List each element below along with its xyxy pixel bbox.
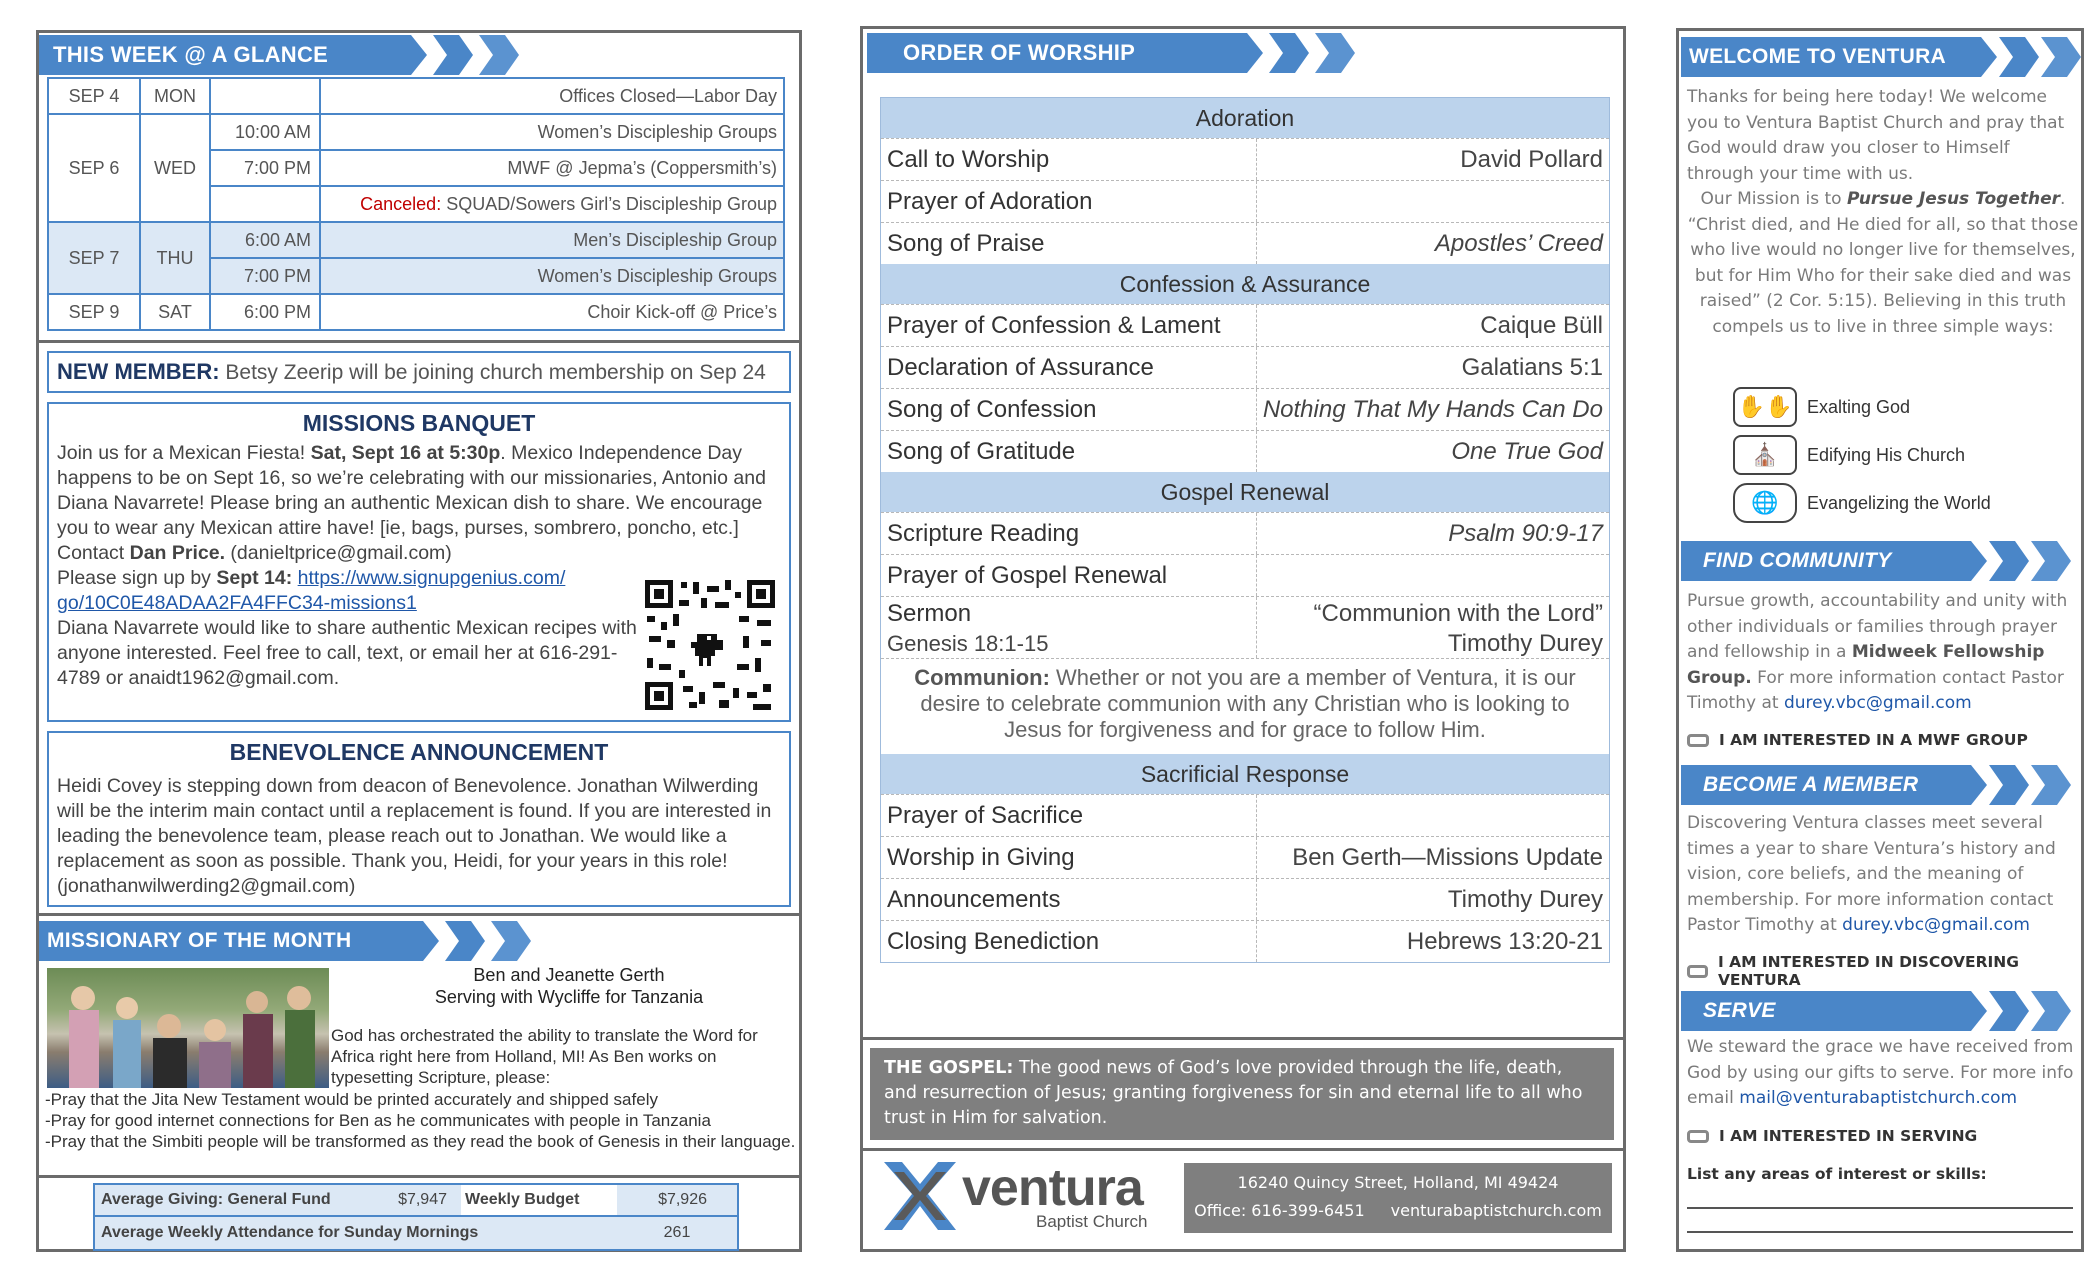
qr-code-icon [643,578,777,712]
benevolence-title: BENEVOLENCE ANNOUNCEMENT [229,739,609,765]
checkbox-icon [1687,965,1708,978]
worship-row: Prayer of Sacrifice [881,794,1609,836]
skills-line[interactable] [1687,1207,2073,1209]
skills-line[interactable] [1687,1231,2073,1233]
worship-row: Call to Worship David Pollard [881,138,1609,180]
divider [863,1037,1623,1040]
missions-banquet-box [47,402,791,722]
list-item: ⛪ Edifying His Church [1733,431,2063,479]
community-text: Pursue growth, accountability and unity with other individuals or families through prayer and fellowship in a Midweek Fellowship Group. For more information contact Pastor Timothy at durey.vbc@gmail.com [1687,591,2068,713]
office-phone: Office: 616-399-6451 [1194,1201,1365,1220]
table-row: SEP 7 THU 6:00 AM Men’s Discipleship Group [48,222,784,258]
divider [39,340,799,343]
divider [863,1148,1623,1151]
worship-row: Prayer of Confession & Lament Caique Büll [881,304,1609,346]
table-row: Average Weekly Attendance for Sunday Mornings 261 [101,1224,691,1241]
section-confession: Confession & Assurance [881,264,1609,304]
skills-label: List any areas of interest or skills: [1687,1165,1987,1183]
divider [39,1175,799,1178]
mwf-group-checkbox[interactable]: I AM INTERESTED IN A MWF GROUP [1687,731,2028,749]
missionary-name: Ben and Jeanette Gerth [473,965,665,985]
worship-row: Prayer of Gospel Renewal [881,554,1609,596]
section-gospel-renewal: Gospel Renewal [881,472,1609,512]
new-member-box [47,351,791,393]
signup-link[interactable]: https://www.signupgenius.com/ [297,567,566,589]
worship-row: Song of Confession Nothing That My Hands Can Do [881,388,1609,430]
serve-ribbon [1681,991,2071,1031]
table-row: Canceled: SQUAD/Sowers Girl’s Discipleship Group [48,186,784,222]
checkbox-icon [1687,1130,1709,1143]
signup-text: Please sign up by Sept 14: https://www.signupgenius.com/ go/10C0E48ADAA2FA4FFC34-missions1 [57,567,566,614]
order-of-worship [880,97,1610,963]
list-item: 🌐 Evangelizing the World [1733,479,2063,527]
welcome-text: Thanks for being here today! We welcome you to Ventura Baptist Church and pray that God would draw you closer to Himself through your time with us. [1687,87,2065,184]
missions-title: MISSIONS BANQUET [302,410,536,436]
logo-mark-icon [880,1158,960,1238]
benevolence-text: Heidi Covey is stepping down from deacon of Benevolence. Jonathan Wilwerding will be the interim main contact until a replacement is found. If you are interested in leading the benevolence team, please reach out to Jonathan. We would like a replacement as soon as possible. Thank you, Heidi, for your years in this role! (jonathanwilwerding2@gmail.com) [57,775,772,897]
gospel-box: THE GOSPEL: The good news of God’s love provided through the life, death, and resurrection of Jesus; granting forgiveness for sin and eternal life to all who trust in Him for salvation. [870,1048,1614,1140]
community-ribbon [1681,541,2071,581]
prayer-list [45,1089,801,1152]
divider [39,913,799,916]
right-panel [1676,28,2084,1252]
table-row: 7:00 PM Women’s Discipleship Groups [48,258,784,294]
welcome-ribbon [1681,37,2081,77]
worship-row: Prayer of Adoration [881,180,1609,222]
worship-ribbon [867,33,1355,73]
member-text: Discovering Ventura classes meet several times a year to share Ventura’s history and vision, core beliefs, and the meaning of membership. For more information contact Pastor Timothy at durey.vbc@gmail.com [1687,813,2056,935]
member-ribbon [1681,765,2071,805]
address: 16240 Quincy Street, Holland, MI 49424 [1237,1173,1559,1192]
table-row: Average Giving: General Fund $7,947 Weekly Budget $7,926 [95,1185,737,1217]
checkbox-icon [1687,734,1709,747]
missionary-intro: God has orchestrated the ability to translate the Word for Africa right here from Holland, MI! As Ben works on typesetting Scripture, please: [331,1026,758,1087]
glance-title: THIS WEEK @ A GLANCE [39,35,411,75]
serving-checkbox[interactable]: I AM INTERESTED IN SERVING [1687,1127,1977,1145]
new-member-label: NEW MEMBER: [57,359,220,384]
section-sacrificial-response: Sacrificial Response [881,754,1609,794]
serve-text: We steward the grace we have received from God by using our gifts to serve. For more info email mail@venturabaptistchurch.com [1687,1037,2074,1108]
table-row: SEP 9 SAT 6:00 PM Choir Kick-off @ Price’s [48,294,784,330]
member-title: BECOME A MEMBER [1681,765,1971,805]
list-item: -Pray that the Simbiti people will be transformed as they read the book of Genesis in their language. [45,1132,796,1151]
worship-row: Scripture Reading Psalm 90:9-17 [881,512,1609,554]
section-adoration: Adoration [881,98,1609,138]
list-item: ✋✋ Exalting God [1733,383,2063,431]
mission-text: Our Mission is to Pursue Jesus Together. “Christ died, and He died for all, so that those who live would no longer live for themselves, but for Him Who for their sake died and was raised” (2 Cor. 5:15). Believing in this truth compels us to live in three simple ways: [1687,189,2079,337]
globe-icon: 🌐 [1733,483,1797,523]
serve-email[interactable]: mail@venturabaptistchurch.com [1739,1088,2018,1108]
community-email[interactable]: durey.vbc@gmail.com [1783,693,1972,713]
website: venturabaptistchurch.com [1390,1201,1602,1220]
worship-row: Song of Praise Apostles’ Creed [881,222,1609,264]
missionary-ribbon [39,921,531,961]
worship-row: Closing Benediction Hebrews 13:20-21 [881,920,1609,962]
left-panel [36,30,802,1252]
glance-ribbon [39,35,519,75]
community-title: FIND COMMUNITY [1681,541,1971,581]
stats-table [93,1183,739,1251]
benevolence-box [47,731,791,907]
canceled-label: Canceled: [360,193,442,214]
praise-hands-icon: ✋✋ [1733,387,1797,427]
worship-row: Song of Gratitude One True God [881,430,1609,472]
ventura-logo [880,1158,1180,1238]
welcome-title: WELCOME TO VENTURA [1681,37,1981,77]
table-row: SEP 6 WED 10:00 AM Women’s Discipleship Groups [48,114,784,150]
missionary-family-photo [47,968,329,1088]
missionary-sub: Serving with Wycliffe for Tanzania [434,987,704,1007]
worship-row: Worship in Giving Ben Gerth—Missions Update [881,836,1609,878]
logo-sub: Baptist Church [1036,1212,1148,1231]
missionary-title: MISSIONARY OF THE MONTH [39,921,423,961]
logo-word: ventura [962,1159,1143,1217]
serve-title: SERVE [1681,991,1971,1031]
recipe-text: Diana Navarrete would like to share authentic Mexican recipes with anyone interested. Feel free to call, text, or email her at 616-291-4789 or anaidt1962@gmail.com. [57,617,637,689]
worship-row: Declaration of Assurance Galatians 5:1 [881,346,1609,388]
table-row: SEP 4 MON Offices Closed—Labor Day [48,78,784,114]
table-row: 7:00 PM MWF @ Jepma’s (Coppersmith’s) [48,150,784,186]
signup-link-2[interactable]: go/10C0E48ADAA2FA4FFC34-missions1 [57,592,417,614]
discovering-ventura-checkbox[interactable]: I AM INTERESTED IN DISCOVERING VENTURA [1687,953,2081,989]
ways-list [1733,383,2063,527]
member-email[interactable]: durey.vbc@gmail.com [1842,915,2030,935]
week-table [47,77,785,331]
church-icon: ⛪ [1733,435,1797,475]
new-member-text: Betsy Zeerip will be joining church membership on Sep 24 [225,361,766,384]
worship-row: Announcements Timothy Durey [881,878,1609,920]
sermon-row: Sermon Genesis 18:1-15 “Communion with the Lord” Timothy Durey [881,596,1609,658]
list-item: -Pray for good internet connections for Ben as he communicates with people in Tanzania [45,1111,711,1130]
worship-title: ORDER OF WORSHIP [867,33,1247,73]
missions-text: Join us for a Mexican Fiesta! Sat, Sept 16 at 5:30p. Mexico Independence Day happens to be on Sept 16, so we’re celebrating with our missionaries, Antonio and Diana Navarrete! Please bring an authentic Mexican dish to share. We encourage you to wear any Mexican attire have! [ie, bags, purses, sombrero, poncho, etc.] Contact Dan Price. (danieltprice@gmail.com) [57,442,766,564]
communion-text: Communion: Whether or not you are a member of Ventura, it is our desire to celebrate communion with any Christian who is looking to Jesus for forgiveness and for grace to follow Him. [881,658,1609,754]
contact-box [1184,1163,1612,1233]
list-item: -Pray that the Jita New Testament would be printed accurately and shipped safely [45,1090,658,1109]
